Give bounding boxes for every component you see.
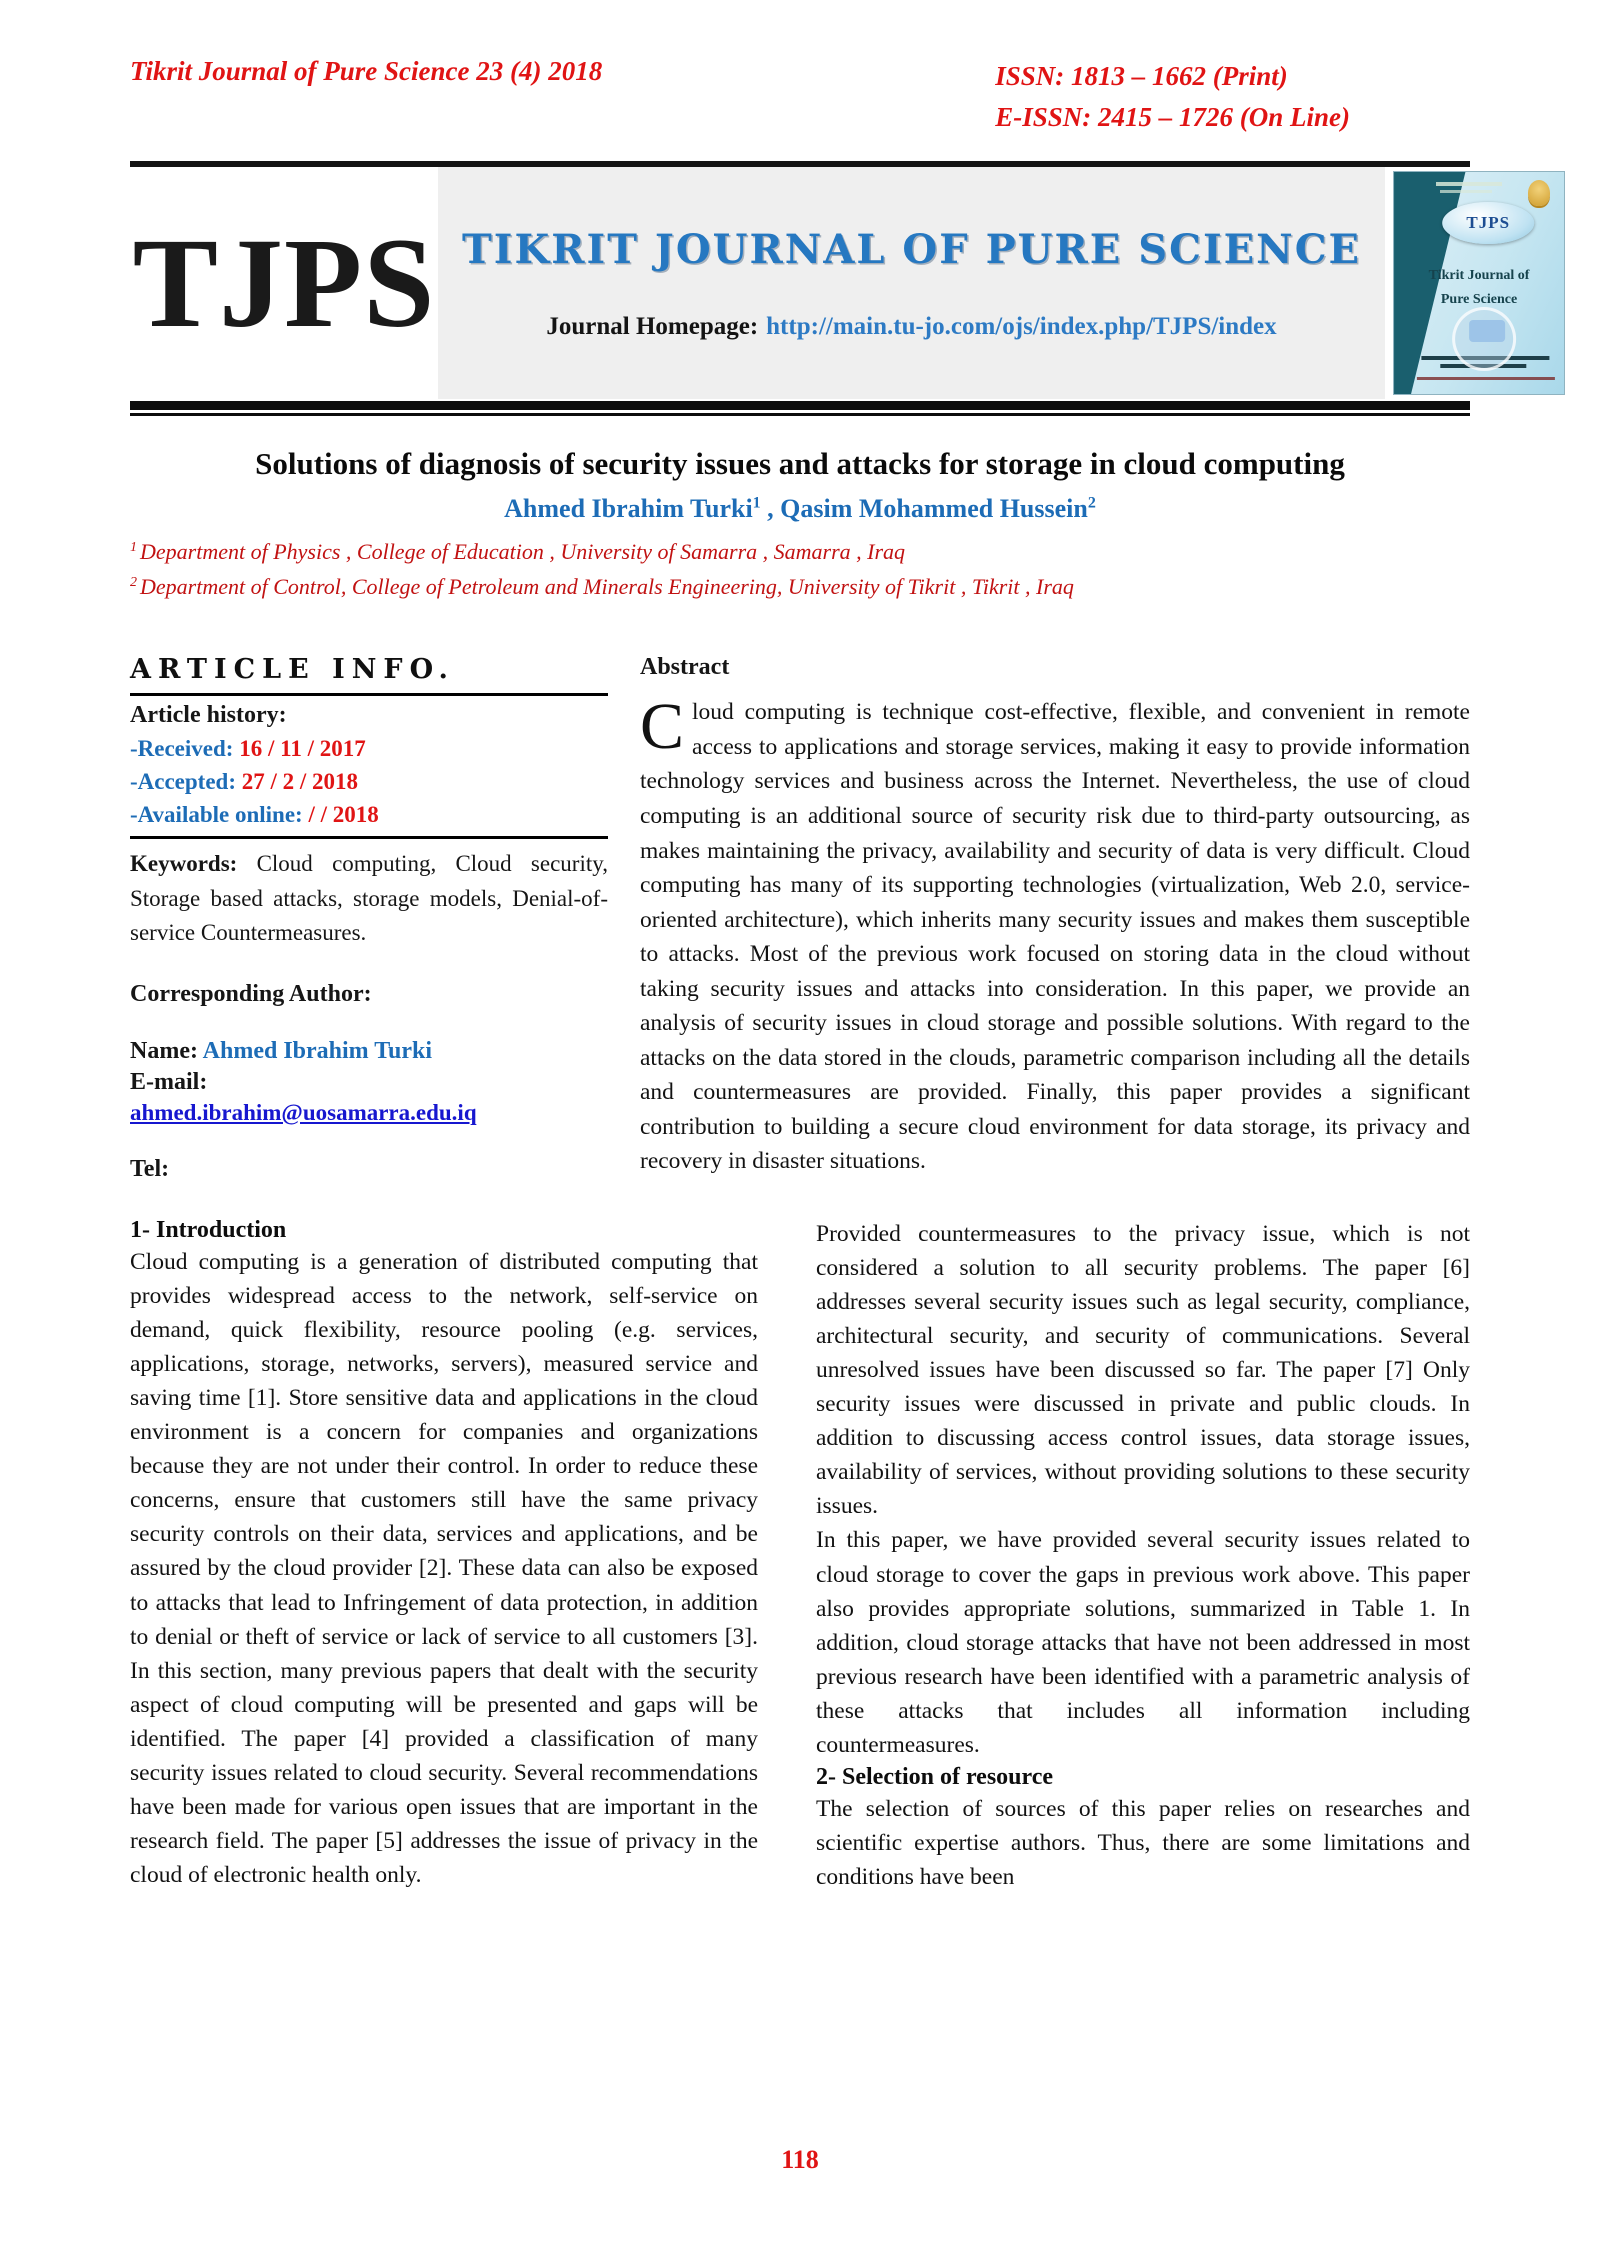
- banner-center: [438, 167, 1385, 399]
- abstract-text: Cloud computing is technique cost-effective, flexible, and convenient in remote access to applications and storage services, making it easy to provide information technology services and business across the Internet. Nevertheless, the use of cloud computing is an additional source of security risk due to third-party outsourcing, as makes maintaining the privacy, availability and security of data is very difficult. Cloud computing has many of its supporting technologies (virtualization, Web 2.0, service-oriented architecture), which inherits many security issues and makes them susceptible to attacks. Most of the previous work focused on storing data in the cloud without taking security issues and attacks into consideration. In this paper, we provide an analysis of security issues in cloud storage and possible solutions. With regard to the attacks on the data stored in the clouds, parametric comparison including all the details and countermeasures are provided. Finally, this paper provides a significant contribution to building a secure cloud environment for data storage, its privacy and recovery in disaster situations.: [640, 690, 1470, 1175]
- email-label: E-mail:: [130, 1068, 208, 1095]
- right-column-paragraph-2: In this paper, we have provided several security issues related to cloud storage to cover the gaps in previous work above. This paper also provides appropriate solutions, summarized in Table 1. In addition, cloud storage attacks that have not been addressed in most previous research have been identified with a parametric analysis of these attacks that includes all information including countermeasures.: [816, 1527, 1470, 1758]
- author-2-sup: 2: [1087, 494, 1096, 512]
- page-number: 118: [781, 2145, 819, 2174]
- author-2: Qasim Mohammed Hussein: [780, 494, 1088, 524]
- article-info-column: [130, 654, 608, 1183]
- selection-of-resource-heading: 2- Selection of resource: [816, 1763, 1054, 1790]
- intro-right-column: [816, 1217, 1470, 1894]
- affiliation-2: $^2$ Department of Control, College of Petroleum and Minerals Engineering, University of Tikrit , Tikrit , Iraq: [130, 574, 1074, 600]
- received-date: 16 / 11 / 2017: [239, 736, 366, 762]
- cover-footer-line: [1417, 377, 1555, 380]
- author-separator: ,: [760, 494, 781, 524]
- received-line: [130, 736, 608, 762]
- author-1: Ahmed Ibrahim Turki: [504, 494, 753, 524]
- page-header: [130, 0, 1470, 137]
- cover-decorative-line: [1436, 182, 1502, 186]
- intro-left-column: [130, 1217, 758, 1894]
- cover-tjps-oval: [1442, 202, 1534, 244]
- accepted-line: [130, 769, 608, 795]
- info-divider: [130, 836, 608, 839]
- accepted-date: 27 / 2 / 2018: [241, 769, 359, 795]
- author-1-sup: 1: [752, 494, 761, 512]
- info-divider: [130, 693, 608, 696]
- introduction-text: Cloud computing is a generation of distributed computing that provides widespread access to the network, self-service on demand, quick flexibility, resource pooling (e.g. services, applications, storage, networks, servers), measured service and saving time [1]. Store sensitive data and applications in the cloud environment is a concern for companies and organizations because they are not under their control. In order to reduce these concerns, ensure that customers still have the same privacy security controls on their data, services and applications, and be assured by the cloud provider [2]. These data can also be exposed to attacks that lead to Infringement of data protection, in addition to denial or theft of service or lack of service to all customers [3]. In this section, many previous papers that dealt with the security aspect of cloud computing will be presented and gaps will be identified. The paper [4] provided a classification of many security issues related to cloud security. Several recommendations have been made for various open issues that are important in the research field. The paper [5] addresses the issue of privacy in the cloud of electronic health only.: [130, 1248, 758, 1889]
- abstract-dropcap: C: [640, 690, 685, 764]
- selection-of-resource-text: The selection of sources of this paper relies on researches and scientific expertise authors. Thus, there are some limitations and conditions have been: [816, 1795, 1470, 1891]
- cover-watermark-logo: [1452, 307, 1516, 371]
- issn-print: ISSN: 1813 – 1662 (Print): [995, 61, 1288, 91]
- cover-decorative-line: [1440, 190, 1492, 193]
- accepted-label: -Accepted:: [130, 769, 242, 795]
- keywords-label: Keywords:: [130, 851, 257, 877]
- corresponding-name-line: [130, 1038, 608, 1065]
- keywords-block: [130, 847, 608, 951]
- banner-bottom-divider: [130, 401, 1470, 416]
- article-title: Solutions of diagnosis of security issues and attacks for storage in cloud computing: [255, 446, 1345, 481]
- journal-issue-line: Tikrit Journal of Pure Science 23 (4) 2018: [130, 56, 603, 86]
- name-label: Name:: [130, 1037, 203, 1064]
- introduction-heading: 1- Introduction: [130, 1216, 287, 1243]
- cover-tjps-text: TJPS: [1466, 213, 1511, 232]
- available-online-date: / / 2018: [308, 802, 379, 828]
- authors-line: [130, 494, 1470, 524]
- journal-cover-image: [1393, 171, 1565, 395]
- affiliations: [130, 534, 1470, 604]
- affiliation-1: $^1$ Department of Physics , College of Education , University of Samarra , Samarra , Iraq: [130, 539, 906, 565]
- journal-title: TIKRIT JOURNAL OF PURE SCIENCE: [462, 225, 1362, 273]
- journal-banner: [130, 167, 1530, 399]
- article-history-label: Article history:: [130, 702, 287, 729]
- issn-block: [995, 56, 1350, 137]
- available-online-label: -Available online:: [130, 802, 309, 828]
- homepage-link[interactable]: http://main.tu-jo.com/ojs/index.php/TJPS/index: [766, 312, 1277, 340]
- corresponding-author-label: Corresponding Author:: [130, 980, 372, 1007]
- right-column-paragraph-1: Provided countermeasures to the privacy issue, which is not considered a solution to all security problems. The paper [6] addresses several security issues such as legal security, compliance, architectural security, and security of communications. Several unresolved issues have been discussed so far. The paper [7] Only security issues were discussed in private and public clouds. In addition to discussing access control issues, data storage issues, availability of services, without providing solutions to these security issues.: [816, 1220, 1470, 1520]
- introduction-columns: [130, 1217, 1470, 1894]
- issn-online: E-ISSN: 2415 – 1726 (On Line): [995, 101, 1350, 132]
- received-label: -Received:: [130, 736, 240, 762]
- email-link[interactable]: ahmed.ibrahim@uosamarra.edu.iq: [130, 1099, 477, 1125]
- university-emblem-icon: [1528, 180, 1550, 206]
- tel-label: Tel:: [130, 1155, 170, 1182]
- homepage-label: Journal Homepage:: [546, 312, 759, 340]
- abstract-column: [640, 654, 1470, 1183]
- journal-homepage-line: [546, 313, 1276, 341]
- cover-thumbnail-wrap: [1385, 167, 1567, 399]
- info-abstract-columns: [130, 654, 1470, 1183]
- article-info-heading: ARTICLE INFO.: [130, 654, 455, 686]
- journal-logo-text: TJPS: [132, 212, 436, 354]
- available-online-line: [130, 802, 608, 828]
- journal-logo-box: [130, 167, 438, 399]
- cover-journal-name: Tikrit Journal of Pure Science: [1428, 268, 1530, 307]
- abstract-heading: Abstract: [640, 654, 730, 681]
- keywords-text: Cloud computing, Cloud security, Storage based attacks, storage models, Denial-of-service Countermeasures.: [130, 851, 608, 946]
- corresponding-name: Ahmed Ibrahim Turki: [202, 1037, 433, 1064]
